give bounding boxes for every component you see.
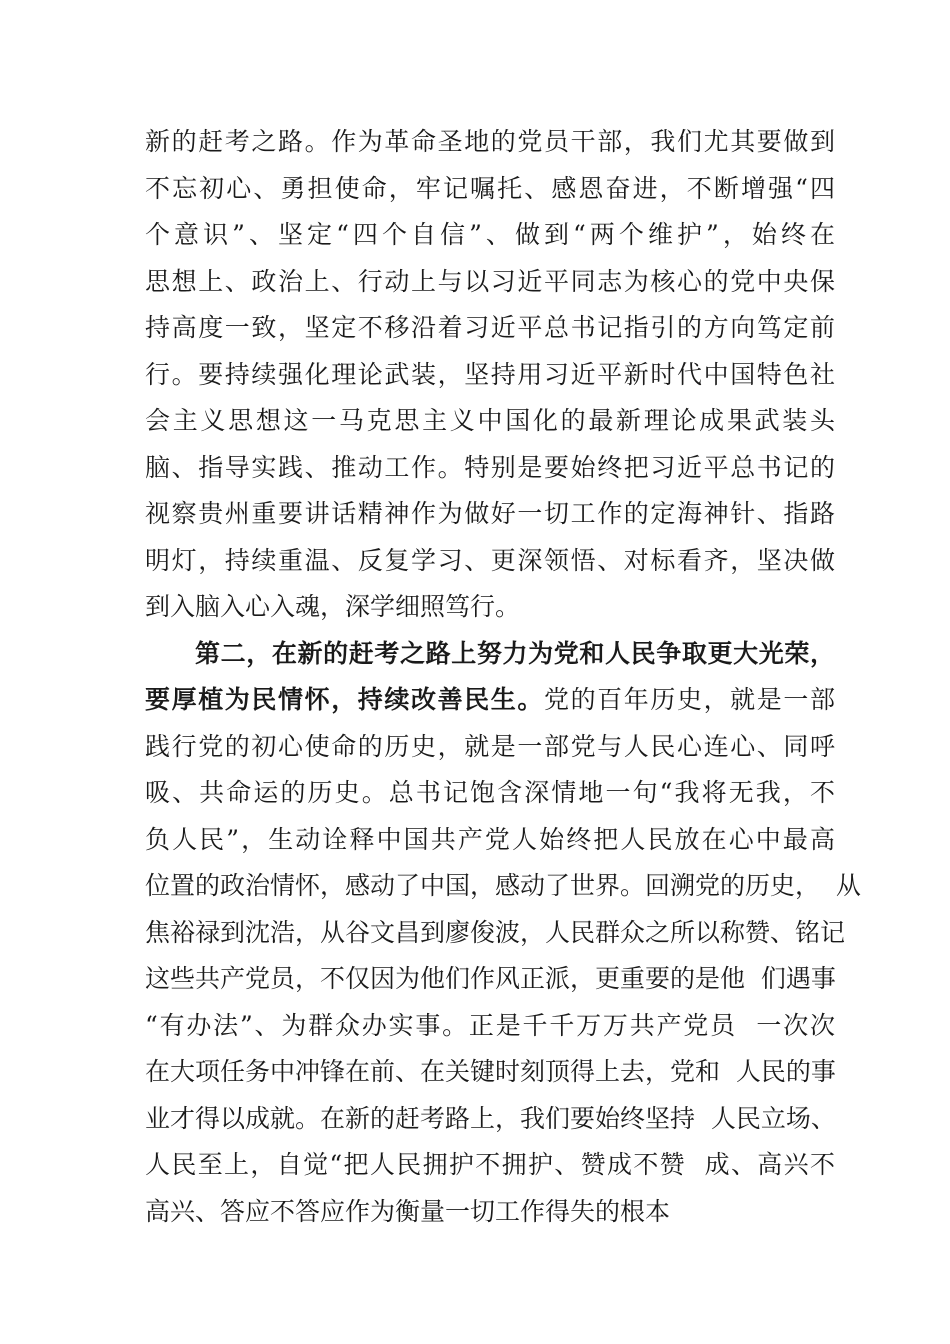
text-line: 会主义思想这一马克思主义中国化的最新理论成果武装头: [145, 406, 835, 435]
section-heading-line: 第二，在新的赶考之路上努力为党和人民争取更大光荣，: [195, 638, 835, 668]
text-fragment: 党的百年历史，就是一部: [543, 685, 835, 714]
section-heading-continuation: 要厚植为民情怀，持续改善民生。: [145, 685, 544, 714]
text-line: 人民至上，自觉“把人民拥护不拥护、赞成不赞 成、高兴不: [145, 1150, 835, 1179]
paragraph-1: [145, 119, 835, 631]
text-line: 个意识”、坚定“四个自信”、做到“两个维护”，始终在: [145, 220, 835, 249]
text-line: “有办法”、为群众办实事。正是千千万万共产党员 一次次: [145, 1010, 835, 1040]
text-line: 新的赶考之路。作为革命圣地的党员干部，我们尤其要做到: [145, 127, 835, 156]
text-line: 焦裕禄到沈浩，从谷文昌到廖俊波，人民群众之所以称赞、铭记: [145, 917, 846, 947]
text-line: 明灯，持续重温、反复学习、更深领悟、对标看齐，坚决做: [145, 545, 835, 575]
text-line: 脑、指导实践、推动工作。特别是要始终把习近平总书记的: [145, 452, 835, 482]
text-line: 负人民”，生动诠释中国共产党人始终把人民放在心中最高: [145, 824, 835, 854]
text-line: 践行党的初心使命的历史，就是一部党与人民心连心、同呼: [145, 731, 835, 761]
text-line: 持高度一致，坚定不移沿着习近平总书记指引的方向笃定前: [145, 313, 835, 342]
text-line: 业才得以成就。在新的赶考路上，我们要始终坚持 人民立场、: [145, 1103, 836, 1133]
text-line: 到入脑入心入魂，深学细照笃行。: [145, 592, 521, 621]
text-line: 位置的政治情怀，感动了中国，感动了世界。回溯党的历史， 从: [145, 871, 861, 900]
text-line: 吸、共命运的历史。总书记饱含深情地一句“我将无我，不: [145, 778, 835, 807]
text-line: 在大项任务中冲锋在前、在关键时刻顶得上去，党和 人民的事: [145, 1057, 836, 1086]
text-line: 行。要持续强化理论武装，坚持用习近平新时代中国特色社: [145, 359, 835, 389]
text-line-mixed: [145, 677, 835, 724]
paragraph-2: [145, 631, 861, 1236]
text-line: 思想上、政治上、行动上与以习近平同志为核心的党中央保: [145, 266, 835, 296]
text-line: 不忘初心、勇担使命，牢记嘱托、感恩奋进，不断增强“四: [145, 173, 835, 203]
text-line: 这些共产党员，不仅因为他们作风正派，更重要的是他 们遇事: [145, 964, 836, 993]
text-line: 高兴、答应不答应作为衡量一切工作得失的根本: [145, 1196, 671, 1226]
text-line: 视察贵州重要讲话精神作为做好一切工作的定海神针、指路: [145, 499, 835, 528]
document-body: [145, 119, 861, 1235]
